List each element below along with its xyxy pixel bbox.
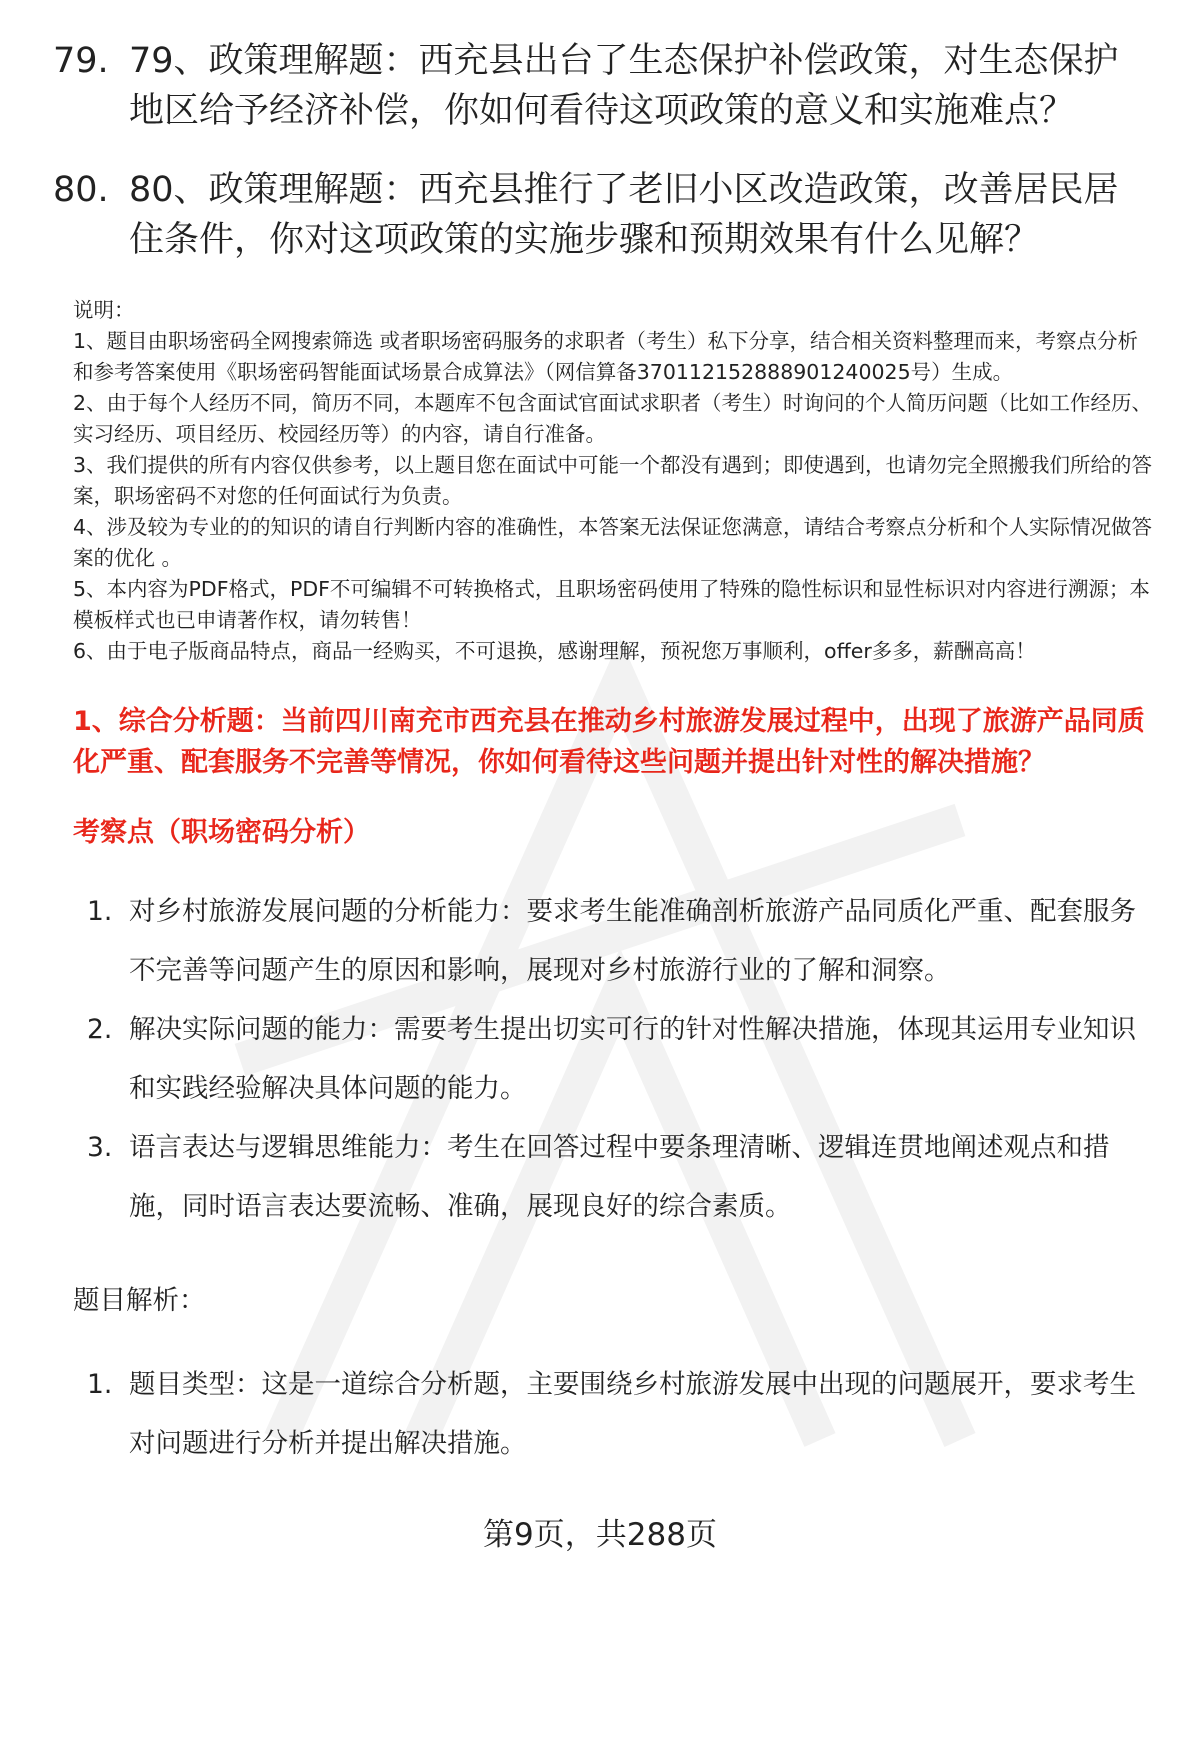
question-80: [53, 165, 1153, 265]
point-number: 2.: [87, 1014, 113, 1045]
question-title: 1、综合分析题：当前四川南充市西充县在推动乡村旅游发展过程中，出现了旅游产品同质化严重、配套服务不完善等情况，你如何看待这些问题并提出针对性的解决措施？: [73, 706, 1145, 778]
question-79: [53, 36, 1153, 136]
question-number: 79.: [53, 41, 109, 81]
point-number: 3.: [87, 1132, 113, 1163]
note-item: 4、涉及较为专业的的知识的请自行判断内容的准确性，本答案无法保证您满意，请结合考察点分析和个人实际情况做答案的优化 。: [73, 515, 1153, 570]
analysis-item: [87, 1355, 1152, 1473]
point-item: [87, 1118, 1152, 1236]
point-item: [87, 882, 1152, 1000]
point-text: 解决实际问题的能力：需要考生提出切实可行的针对性解决措施，体现其运用专业知识和实践经验解决具体问题的能力。: [129, 1014, 1136, 1104]
note-item: 2、由于每个人经历不同，简历不同，本题库不包含面试官面试求职者（考生）时询问的个人简历问题（比如工作经历、实习经历、项目经历、校园经历等）的内容，请自行准备。: [73, 391, 1153, 446]
analysis-list: [87, 1355, 1152, 1473]
notes-title: 说明：: [73, 298, 135, 322]
point-item: [87, 1000, 1152, 1118]
analysis-number: 1.: [87, 1369, 113, 1400]
point-text: 语言表达与逻辑思维能力：考生在回答过程中要条理清晰、逻辑连贯地阐述观点和措施，同时语言表达要流畅、准确，展现良好的综合素质。: [129, 1132, 1110, 1222]
analysis-heading: 题目解析：: [73, 1285, 206, 1316]
notes-section: [73, 295, 1158, 667]
note-item: 1、题目由职场密码全网搜索筛选 或者职场密码服务的求职者（考生）私下分享，结合相关资料整理而来，考察点分析和参考答案使用《职场密码智能面试场景合成算法》（网信算备370112152888901240025号）生成。: [73, 329, 1139, 384]
question-text: 80、政策理解题：西充县推行了老旧小区改造政策，改善居民居住条件，你对这项政策的实施步骤和预期效果有什么见解？: [129, 170, 1119, 260]
note-item: 5、本内容为PDF格式，PDF不可编辑不可转换格式，且职场密码使用了特殊的隐性标识和显性标识对内容进行溯源；本模板样式也已申请著作权，请勿转售！: [73, 577, 1150, 632]
analysis-text: 题目类型：这是一道综合分析题，主要围绕乡村旅游发展中出现的问题展开，要求考生对问题进行分析并提出解决措施。: [129, 1369, 1136, 1459]
note-item: 6、由于电子版商品特点，商品一经购买，不可退换，感谢理解，预祝您万事顺利，offer多多，薪酬高高！: [73, 639, 1036, 663]
point-text: 对乡村旅游发展问题的分析能力：要求考生能准确剖析旅游产品同质化严重、配套服务不完善等问题产生的原因和影响，展现对乡村旅游行业的了解和洞察。: [129, 896, 1136, 986]
question-text: 79、政策理解题：西充县出台了生态保护补偿政策，对生态保护地区给予经济补偿，你如何看待这项政策的意义和实施难点？: [129, 41, 1119, 131]
page-number: 第9页，共288页: [483, 1517, 717, 1553]
points-heading: 考察点（职场密码分析）: [73, 817, 370, 848]
note-item: 3、我们提供的所有内容仅供参考，以上题目您在面试中可能一个都没有遇到；即使遇到，也请勿完全照搬我们所给的答案，职场密码不对您的任何面试行为负责。: [73, 453, 1153, 508]
question-number: 80.: [53, 170, 109, 210]
points-list: [87, 882, 1152, 1236]
point-number: 1.: [87, 896, 113, 927]
